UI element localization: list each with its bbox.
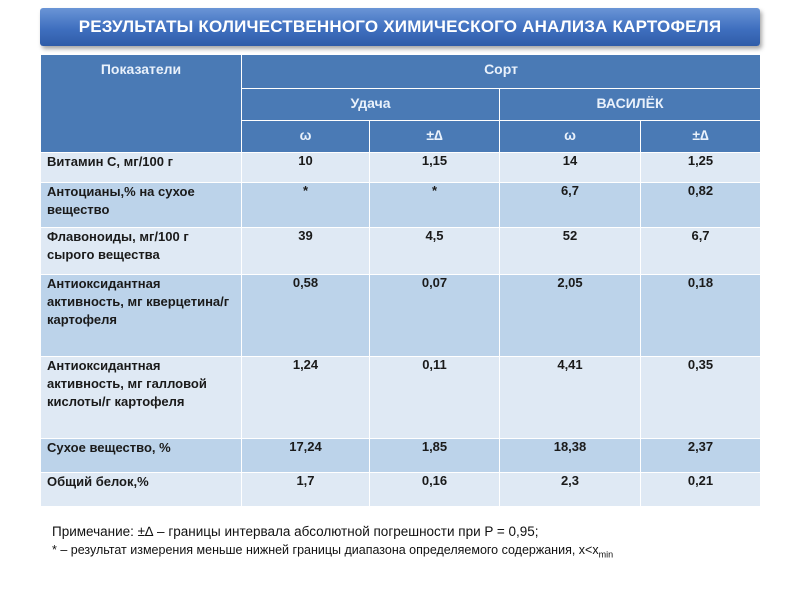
cell-value: 14 xyxy=(500,153,641,183)
cell-value: 52 xyxy=(500,228,641,275)
row-label: Антоцианы,% на сухое вещество xyxy=(41,183,242,228)
cell-value: 10 xyxy=(242,153,370,183)
note-line-2-text: * – результат измерения меньше нижней границы диапазона определяемого содержания, x<x xyxy=(52,543,599,557)
note-line-2-subscript: min xyxy=(598,549,614,560)
cell-value: * xyxy=(242,183,370,228)
row-label: Сухое вещество, % xyxy=(41,439,242,473)
cell-value: 6,7 xyxy=(500,183,641,228)
row-label: Флавоноиды, мг/100 г сырого вещества xyxy=(41,228,242,275)
cell-value: 0,11 xyxy=(370,357,500,439)
row-label: Витамин С, мг/100 г xyxy=(41,153,242,183)
cell-value: 0,21 xyxy=(641,473,761,507)
row-label: Антиоксидантная активность, мг галловой кислоты/г картофеля xyxy=(41,357,242,439)
cell-value: 0,82 xyxy=(641,183,761,228)
table-row xyxy=(41,357,761,439)
variety-header-vasilek: ВАСИЛЁК xyxy=(500,89,761,121)
cell-value: 2,37 xyxy=(641,439,761,473)
note-line-1: Примечание: ±∆ – границы интервала абсолютной погрешности при P = 0,95; xyxy=(52,524,539,539)
table-row xyxy=(41,153,761,183)
cell-value: * xyxy=(370,183,500,228)
page-title: РЕЗУЛЬТАТЫ КОЛИЧЕСТВЕННОГО ХИМИЧЕСКОГО АНАЛИЗА КАРТОФЕЛЯ xyxy=(40,8,760,46)
cell-value: 2,3 xyxy=(500,473,641,507)
cell-value: 4,41 xyxy=(500,357,641,439)
cell-value: 0,18 xyxy=(641,275,761,357)
cell-value: 2,05 xyxy=(500,275,641,357)
table-row xyxy=(41,228,761,275)
indicators-header: Показатели xyxy=(41,55,242,153)
subheader-delta: ±∆ xyxy=(641,121,761,153)
sort-header: Сорт xyxy=(242,55,761,89)
cell-value: 1,15 xyxy=(370,153,500,183)
row-label: Общий белок,% xyxy=(41,473,242,507)
cell-value: 0,16 xyxy=(370,473,500,507)
table-row xyxy=(41,439,761,473)
cell-value: 1,85 xyxy=(370,439,500,473)
subheader-delta: ±∆ xyxy=(370,121,500,153)
cell-value: 18,38 xyxy=(500,439,641,473)
cell-value: 0,58 xyxy=(242,275,370,357)
table-row xyxy=(41,183,761,228)
analysis-table xyxy=(40,54,761,507)
variety-header-udacha: Удача xyxy=(242,89,500,121)
cell-value: 0,07 xyxy=(370,275,500,357)
footnotes xyxy=(52,522,792,565)
cell-value: 0,35 xyxy=(641,357,761,439)
cell-value: 1,24 xyxy=(242,357,370,439)
cell-value: 39 xyxy=(242,228,370,275)
table-row xyxy=(41,275,761,357)
note-line-2 xyxy=(52,541,792,565)
cell-value: 1,25 xyxy=(641,153,761,183)
subheader-omega: ω xyxy=(242,121,370,153)
row-label: Антиоксидантная активность, мг кверцетина/г картофеля xyxy=(41,275,242,357)
cell-value: 4,5 xyxy=(370,228,500,275)
subheader-omega: ω xyxy=(500,121,641,153)
table-row xyxy=(41,473,761,507)
cell-value: 6,7 xyxy=(641,228,761,275)
cell-value: 1,7 xyxy=(242,473,370,507)
cell-value: 17,24 xyxy=(242,439,370,473)
